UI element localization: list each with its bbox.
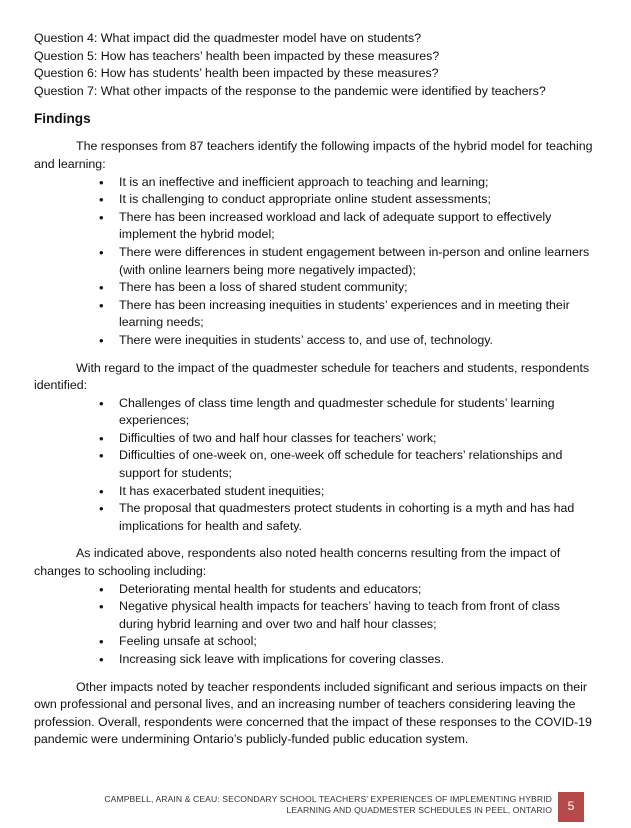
list-item: • Deteriorating mental health for students and educators; [119, 581, 596, 599]
list-item: • There were differences in student engagement between in-person and online learners (with online learners being more negatively impacted); [119, 244, 596, 279]
findings-heading: Findings [34, 111, 91, 127]
hybrid-model-impacts-list [34, 174, 596, 350]
question-5: Question 5: How has teachers’ health been impacted by these measures? [34, 48, 440, 63]
list-item: • Difficulties of two and half hour classes for teachers’ work; [119, 430, 596, 448]
quadmester-intro: With regard to the impact of the quadmester schedule for teachers and students, respondents identified: [34, 360, 590, 393]
health-concerns-list [34, 581, 596, 669]
list-item: • Negative physical health impacts for teachers’ having to teach from front of class during hybrid learning and over two and half hour classes; [119, 598, 596, 633]
list-item: • It is an ineffective and inefficient approach to teaching and learning; [119, 174, 596, 192]
list-item: • There were inequities in students’ access to, and use of, technology. [119, 332, 596, 350]
question-4: Question 4: What impact did the quadmester model have on students? [34, 31, 422, 45]
list-item: • Challenges of class time length and quadmester schedule for students’ learning experiences; [119, 395, 596, 430]
page-number-badge: 5 [558, 792, 584, 822]
hybrid-model-intro: The responses from 87 teachers identify the following impacts of the hybrid model for teaching and learning: [34, 139, 593, 171]
list-item: • There has been increased workload and lack of adequate support to effectively implement the hybrid model; [119, 209, 596, 244]
list-item: • It is challenging to conduct appropriate online student assessments; [119, 191, 596, 209]
list-item: • There has been a loss of shared student community; [119, 279, 596, 297]
footer-line-1: CAMPBELL, ARAIN & CEAU: SECONDARY SCHOOL TEACHERS’ EXPERIENCES OF IMPLEMENTING HYBRID [104, 794, 552, 804]
quadmester-impacts-list [34, 395, 596, 536]
list-item: • Difficulties of one-week on, one-week off schedule for teachers’ relationships and support for students; [119, 447, 596, 482]
list-item: • The proposal that quadmesters protect students in cohorting is a myth and has had implications for health and safety. [119, 500, 596, 535]
list-item: • Increasing sick leave with implications for covering classes. [119, 651, 596, 669]
question-7: Question 7: What other impacts of the response to the pandemic were identified by teachers? [34, 83, 546, 98]
closing-paragraph: Other impacts noted by teacher respondents included significant and serious impacts on their own professional and personal lives, and an increasing number of teachers considering leaving the profession. Overall, respondents were concerned that the impact of these responses to the COVID-19 pandemic were undermining Ontario’s publicly-funded public education system. [34, 679, 592, 747]
health-concerns-intro: As indicated above, respondents also noted health concerns resulting from the impact of changes to schooling including: [34, 546, 561, 579]
list-item: • It has exacerbated student inequities; [119, 483, 596, 501]
footer-line-2: LEARNING AND QUADMESTER SCHEDULES IN PEEL, ONTARIO [286, 805, 552, 815]
research-questions [34, 30, 596, 100]
list-item: • There has been increasing inequities in students’ experiences and in meeting their learning needs; [119, 297, 596, 332]
document-page [34, 30, 596, 749]
running-footer [60, 794, 552, 816]
question-6: Question 6: How has students’ health been impacted by these measures? [34, 66, 439, 81]
list-item: • Feeling unsafe at school; [119, 633, 596, 651]
